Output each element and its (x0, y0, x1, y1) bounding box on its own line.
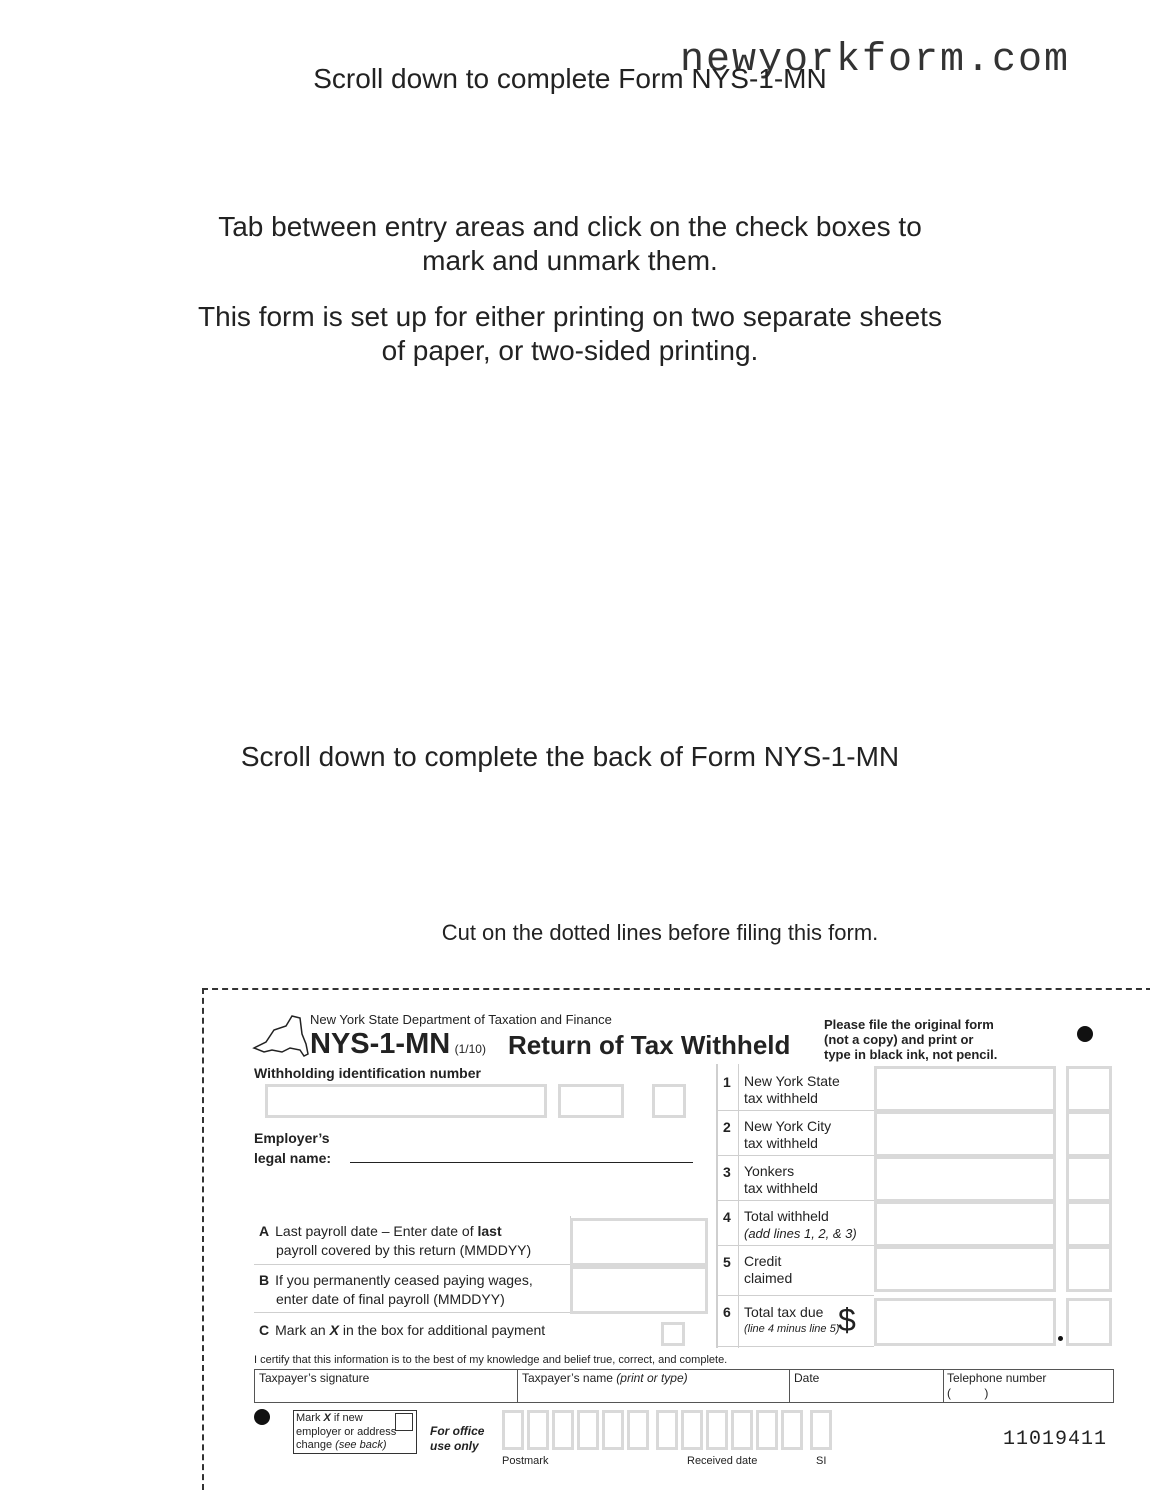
item-a-bold: last (477, 1223, 502, 1239)
item-letter: C (259, 1322, 270, 1338)
line-5-dollars-input[interactable] (874, 1246, 1056, 1292)
line-6-cents-input[interactable] (1066, 1298, 1112, 1346)
si-label: SI (816, 1455, 827, 1467)
item-a-text-2: payroll covered by this return (MMDDYY) (276, 1242, 532, 1258)
row-separator (718, 1245, 874, 1246)
item-c (259, 1322, 545, 1339)
additional-payment-checkbox[interactable] (661, 1322, 685, 1346)
line-1-dollars-input[interactable] (874, 1066, 1056, 1112)
line-4-dollars-input[interactable] (874, 1201, 1056, 1247)
form-code: NYS-1-MN (310, 1028, 451, 1060)
tab-instruction-1: Tab between entry areas and click on the check boxes to (218, 211, 922, 242)
employer-label-line: Employer’s (254, 1130, 330, 1146)
line-3-num: 3 (723, 1164, 731, 1180)
line-5-label: Credit claimed (744, 1253, 793, 1286)
line-6-num: 6 (723, 1304, 731, 1320)
line-3-label: Yonkers tax withheld (744, 1163, 818, 1196)
file-note-line: (not a copy) and print or (824, 1032, 974, 1047)
dollar-sign: $ (838, 1302, 856, 1338)
print-instruction-1: This form is set up for either printing on two separate sheets (198, 301, 942, 332)
item-letter: B (259, 1272, 270, 1288)
item-c-x: X (329, 1322, 339, 1338)
line-3-cents-input[interactable] (1066, 1156, 1112, 1202)
mark-text: change (296, 1439, 336, 1451)
telephone-parens: ( ) (947, 1386, 989, 1400)
line-4-num: 4 (723, 1209, 731, 1225)
employer-label-line: legal name: (254, 1150, 332, 1166)
line-4-cents-input[interactable] (1066, 1201, 1112, 1247)
file-note-line: type in black ink, not pencil. (824, 1047, 998, 1062)
date-field[interactable]: Date (794, 1371, 820, 1385)
item-b (259, 1271, 533, 1309)
row-separator (718, 1110, 874, 1111)
department-name: New York State Department of Taxation and Finance (310, 1012, 612, 1027)
address-change-checkbox[interactable] (395, 1413, 413, 1431)
registration-dot (254, 1409, 270, 1425)
scroll-front-instruction: Scroll down to complete Form NYS-1-MN (313, 63, 827, 94)
print-instruction-2: of paper, or two-sided printing. (381, 335, 759, 366)
lines-divider (738, 1064, 739, 1348)
line-2-label: New York City tax withheld (744, 1118, 832, 1151)
telephone-field[interactable] (947, 1371, 1046, 1401)
item-c-text: Mark an (275, 1322, 330, 1338)
taxpayer-name-field[interactable] (522, 1371, 688, 1385)
decimal-point (1058, 1336, 1063, 1341)
file-note-line: Please file the original form (824, 1017, 994, 1032)
line-1-num: 1 (723, 1074, 731, 1090)
mark-text: Mark (296, 1412, 324, 1424)
employer-name-input[interactable] (350, 1162, 693, 1163)
file-note (824, 1017, 997, 1062)
last-payroll-date-input[interactable] (570, 1218, 708, 1266)
line-5-num: 5 (723, 1254, 731, 1270)
line-6-label: Total tax due (line 4 minus line 5) (744, 1304, 840, 1335)
received-date-boxes (656, 1410, 806, 1455)
item-a (259, 1222, 531, 1260)
si-box (810, 1410, 835, 1455)
line-3-dollars-input[interactable] (874, 1156, 1056, 1202)
row-separator (718, 1346, 874, 1347)
form-code-row (310, 1028, 486, 1061)
withholding-id-check-input[interactable] (652, 1084, 686, 1118)
mark-text: if new (330, 1412, 363, 1424)
registration-dot (1077, 1026, 1093, 1042)
postmark-label: Postmark (502, 1455, 549, 1467)
line-2-dollars-input[interactable] (874, 1111, 1056, 1157)
lines-divider (716, 1064, 718, 1348)
item-c-text-2: in the box for additional payment (338, 1322, 546, 1338)
taxpayer-name-label: Taxpayer’s name (522, 1371, 617, 1385)
line-5-cents-input[interactable] (1066, 1246, 1112, 1292)
line-6-dollars-input[interactable] (874, 1298, 1056, 1346)
address-change-text (296, 1412, 396, 1453)
office-use-label: For office use only (430, 1424, 485, 1453)
item-letter: A (259, 1223, 270, 1239)
line-1-cents-input[interactable] (1066, 1066, 1112, 1112)
telephone-label: Telephone number (947, 1371, 1047, 1385)
form-revision: (1/10) (454, 1042, 486, 1056)
watermark: newyorkform.com (680, 38, 1071, 83)
withholding-id-suffix-input[interactable] (558, 1084, 624, 1118)
withholding-id-label: Withholding identification number (254, 1065, 481, 1081)
row-separator (718, 1155, 874, 1156)
item-b-text-2: enter date of final payroll (MMDDYY) (276, 1291, 505, 1307)
certify-text: I certify that this information is to the best of my knowledge and belief true, correct, and complete. (254, 1354, 728, 1366)
item-a-text: Last payroll date – Enter date of (275, 1223, 478, 1239)
form-title: Return of Tax Withheld (508, 1030, 791, 1060)
withholding-id-input[interactable] (265, 1084, 547, 1118)
new-york-state-icon (252, 1012, 310, 1060)
line-2-cents-input[interactable] (1066, 1111, 1112, 1157)
received-date-label: Received date (687, 1455, 758, 1467)
item-b-text: If you permanently ceased paying wages, (275, 1272, 533, 1288)
scroll-back-instruction: Scroll down to complete the back of Form NYS-1-MN (240, 741, 900, 772)
tab-instruction-2: mark and unmark them. (422, 245, 718, 276)
form-id-number: 11019411 (1003, 1428, 1108, 1451)
employer-label (254, 1128, 331, 1168)
mark-text: (see back) (335, 1439, 387, 1451)
line-1-label: New York State tax withheld (744, 1073, 840, 1106)
taxpayer-name-hint: (print or type) (616, 1371, 688, 1385)
final-payroll-date-input[interactable] (570, 1266, 708, 1314)
mark-text: employer or address (296, 1425, 397, 1438)
postmark-boxes (502, 1410, 652, 1455)
row-separator (718, 1295, 874, 1296)
signature-field[interactable]: Taxpayer’s signature (259, 1371, 370, 1385)
mark-x: X (323, 1412, 331, 1424)
row-separator (718, 1200, 874, 1201)
line-4-label: Total withheld (add lines 1, 2, & 3) (744, 1208, 857, 1241)
line-2-num: 2 (723, 1119, 731, 1135)
cut-instruction: Cut on the dotted lines before filing this form. (441, 920, 879, 945)
